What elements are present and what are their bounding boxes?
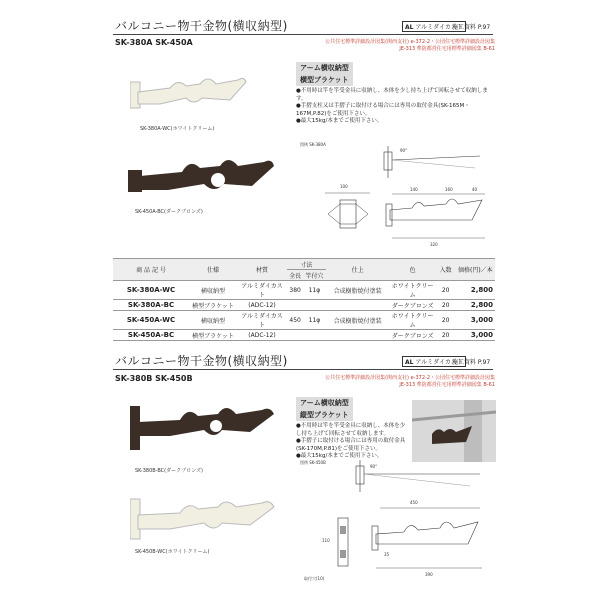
- feature-header-2: 横型ブラケット: [296, 74, 353, 86]
- reference-page-2: 施工資料 P.97: [452, 359, 491, 366]
- cell-material: アルミダイカスト: [237, 281, 287, 300]
- cell-code: SK-450A-WC: [113, 311, 189, 330]
- table-header-row: [113, 259, 495, 270]
- standard-reference-2: [295, 375, 495, 389]
- cell-material: アルミダイカスト: [237, 311, 287, 330]
- cell-hole: 11φ: [303, 311, 325, 330]
- table-row: [113, 281, 495, 300]
- col-color: 色: [390, 259, 436, 281]
- product-image-bronze-bracket: [128, 150, 278, 205]
- reference-page: 施工資料 P.97: [452, 24, 491, 31]
- cell-length: 380: [287, 281, 303, 300]
- cell-price: 3,000: [456, 311, 495, 330]
- badge-text: アルミダイカスト: [415, 24, 463, 31]
- cell-code: SK-380A-WC: [113, 281, 189, 300]
- cell-finish: [326, 300, 390, 311]
- cell-spec: 横収納型: [189, 311, 237, 330]
- cell-spec: 横型ブラケット: [189, 300, 237, 311]
- dim-35: 35: [384, 552, 390, 557]
- badge-text-2: アルミダイカスト: [415, 359, 463, 366]
- dim-40: 40: [472, 187, 478, 192]
- cell-hole: [303, 330, 325, 341]
- cell-price: 2,800: [456, 281, 495, 300]
- col-hole: 竿付穴: [303, 270, 325, 281]
- col-material: 材質: [237, 259, 287, 281]
- technical-diagram-1: [300, 138, 495, 250]
- dim-angle: 90°: [400, 148, 408, 153]
- col-finish: 仕上: [326, 259, 390, 281]
- cell-hole: [303, 300, 325, 311]
- dim-390: 390: [425, 572, 433, 577]
- bullet-2: ●手摺支柱又は手摺子に取付ける場合には専用の取付金具(SK-165M・167M,P.82)をご使用下さい。: [296, 103, 470, 117]
- cell-qty: 20: [436, 281, 456, 300]
- cell-color: ホワイトクリーム: [390, 311, 436, 330]
- model-numbers: SK-380A SK-450A: [115, 38, 193, 47]
- bullet-2: ●手摺子に取付ける場合には専用の取付金具(SK-170M,P.81)をご使用下さい。: [296, 438, 406, 452]
- dim-160: 160: [445, 187, 453, 192]
- cell-qty: 20: [436, 311, 456, 330]
- diagram-label-2: 図例 SK-450B: [300, 460, 326, 465]
- cell-finish: 合成樹脂焼付塗装: [326, 311, 390, 330]
- caption-white: SK-380A-WC(ホワイトクリーム): [140, 126, 215, 132]
- bullet-1: ●不用時は竿を竿受金具に収納し、本体を少し持ち上げて回転させて収納します。: [296, 423, 406, 437]
- badge-al: AL: [405, 24, 414, 31]
- section2-title: バルコニー物干金物(横収納型): [115, 354, 288, 368]
- mounting-hole-label: 取付穴(10): [304, 576, 325, 581]
- diagram-label: 図例 SK-380A: [300, 142, 326, 147]
- col-length: 全長: [287, 270, 303, 281]
- cell-length: [287, 330, 303, 341]
- cell-finish: [326, 330, 390, 341]
- cell-length: [287, 300, 303, 311]
- product-image-bronze-vertical: [130, 400, 280, 460]
- spec-table: [113, 258, 495, 341]
- dim-320: 320: [430, 242, 438, 247]
- bullet-3: ●最大15kg/本までご使用下さい。: [296, 118, 383, 124]
- col-spec: 仕様: [189, 259, 237, 281]
- cell-material: (ADC-12): [237, 300, 287, 311]
- cell-spec: 横型ブラケット: [189, 330, 237, 341]
- dim-450: 450: [410, 500, 418, 505]
- divider: [113, 34, 493, 35]
- cell-hole: 11φ: [303, 281, 325, 300]
- model-numbers-2: SK-380B SK-450B: [115, 374, 193, 383]
- standard-line-1: 公共住宅標準詳細設計図集(関西支社) e-372-2・公団住宅標準詳細設計図集: [325, 39, 495, 45]
- col-size: 寸法: [287, 259, 326, 270]
- technical-diagram-2: [300, 456, 495, 586]
- cell-material: (ADC-12): [237, 330, 287, 341]
- cell-code: SK-450A-BC: [113, 330, 189, 341]
- installation-photo: [412, 400, 496, 462]
- standard-line-2: jE-313 準防都営住宅用標準詳細図集 B-61: [399, 46, 495, 52]
- section1-title: バルコニー物干金物(横収納型): [115, 19, 288, 33]
- product-image-white-vertical: [130, 495, 280, 550]
- bullet-1: ●不用時は竿を竿受金具に収納し、本体を少し持ち上げて回転させて収納します。: [296, 88, 488, 102]
- standard-line-1: 公共住宅標準詳細設計図集(関西支社) e-372-2・公団住宅標準詳細設計図集: [325, 375, 495, 381]
- cell-length: 450: [287, 311, 303, 330]
- caption-bronze-2: SK-380B-BC(ダークブロンズ): [135, 468, 203, 474]
- table-row: [113, 300, 495, 311]
- feature-bullets: [296, 88, 491, 126]
- caption-bronze: SK-450A-BC(ダークブロンズ): [135, 209, 203, 215]
- col-code: 商 品 記 号: [113, 259, 189, 281]
- cell-qty: 20: [436, 330, 456, 341]
- dim-100: 100: [340, 184, 348, 189]
- cell-code: SK-380A-BC: [113, 300, 189, 311]
- cell-price: 2,800: [456, 300, 495, 311]
- feature-header-2b: 縦型ブラケット: [296, 409, 353, 421]
- bullet-3: ●最大15kg/本までご使用下さい。: [296, 453, 383, 459]
- feature-header-1: アーム横収納型: [296, 62, 353, 74]
- cell-finish: 合成樹脂焼付塗装: [326, 281, 390, 300]
- cell-color: ホワイトクリーム: [390, 281, 436, 300]
- standard-reference: [295, 39, 495, 53]
- col-qty: 入数: [436, 259, 456, 281]
- cell-price: 3,000: [456, 330, 495, 341]
- standard-line-2: jE-313 準防都営住宅用標準詳細図集 B-61: [399, 382, 495, 388]
- col-price: 価格(円)／本: [456, 259, 495, 281]
- table-row: [113, 311, 495, 330]
- cell-qty: 20: [436, 300, 456, 311]
- cell-color: ダークブロンズ: [390, 330, 436, 341]
- caption-white-2: SK-450B-WC(ホワイトクリーム): [135, 549, 210, 555]
- divider-2: [113, 369, 493, 370]
- cell-spec: 横収納型: [189, 281, 237, 300]
- feature-header-1b: アーム横収納型: [296, 397, 353, 409]
- table-row: [113, 330, 495, 341]
- dim-140: 140: [410, 187, 418, 192]
- product-image-white-bracket: [130, 70, 250, 120]
- badge-al-2: AL: [405, 359, 414, 366]
- cell-color: ダークブロンズ: [390, 300, 436, 311]
- dim-110: 110: [322, 538, 330, 543]
- dim-angle-2: 90°: [370, 464, 378, 469]
- feature-bullets-2: [296, 423, 406, 461]
